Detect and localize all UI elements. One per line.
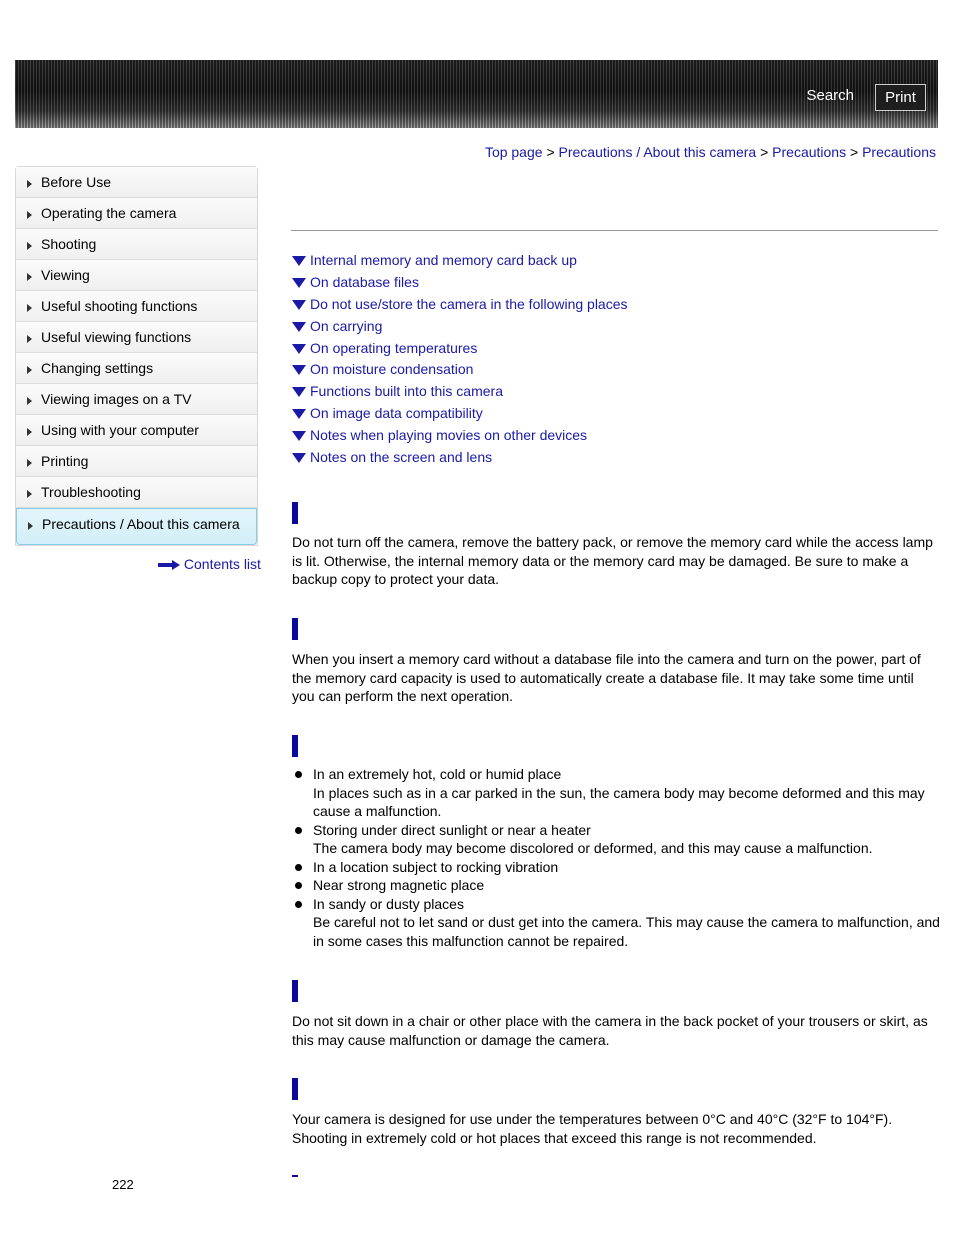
toc-link-condensation[interactable] xyxy=(292,361,628,383)
triangle-down-icon xyxy=(292,409,306,419)
carrying-paragraph: Do not sit down in a chair or other place with the camera in the back pocket of your trousers or skirt, as this may cause malfunction or damage the camera. xyxy=(292,1013,928,1048)
temperature-paragraph: Your camera is designed for use under the temperatures between 0°C and 40°C (32°F to 104°F). Shooting in extremely cold or hot places that exceed this range is not recommended. xyxy=(292,1111,893,1146)
breadcrumb-precautions[interactable]: Precautions xyxy=(772,144,847,160)
list-item-detail: The camera body may become discolored or deformed, and this may cause a malfunction. xyxy=(313,840,873,856)
sidebar-item-viewing-tv[interactable] xyxy=(16,384,257,415)
sidebar-item-useful-viewing[interactable] xyxy=(16,322,257,353)
chevron-right-icon xyxy=(27,366,32,374)
chevron-right-icon xyxy=(27,335,32,343)
triangle-down-icon xyxy=(292,300,306,310)
sidebar-item-label: Viewing xyxy=(41,267,90,283)
triangle-down-icon xyxy=(292,387,306,397)
title-divider xyxy=(291,230,938,231)
sidebar-item-troubleshooting[interactable] xyxy=(16,477,257,508)
chevron-right-icon xyxy=(27,180,32,188)
bullet-icon xyxy=(295,827,302,834)
section-marker xyxy=(292,618,298,640)
breadcrumb-top-page[interactable]: Top page xyxy=(484,144,543,160)
bullet-icon xyxy=(295,771,302,778)
backup-paragraph: Do not turn off the camera, remove the battery pack, or remove the memory card while the access lamp is lit. Otherwise, the internal memory data or the memory card may be damaged. Be sure to make a backup copy to protect your data. xyxy=(292,534,933,587)
sidebar-item-label: Changing settings xyxy=(41,360,154,376)
breadcrumb xyxy=(485,144,936,160)
sidebar-item-viewing[interactable] xyxy=(16,260,257,291)
contents-list-link[interactable] xyxy=(158,556,261,572)
bullet-icon xyxy=(295,864,302,871)
triangle-down-icon xyxy=(292,322,306,332)
chevron-right-icon xyxy=(27,304,32,312)
sidebar-item-precautions[interactable] xyxy=(16,508,257,545)
toc-link-backup[interactable] xyxy=(292,252,628,274)
section-marker xyxy=(292,1078,298,1100)
list-item-title: Storing under direct sunlight or near a heater xyxy=(313,821,591,838)
sidebar-nav xyxy=(15,166,258,546)
search-button[interactable]: Search xyxy=(806,87,854,104)
contents-list-label: Contents list xyxy=(183,556,261,572)
list-item xyxy=(292,821,940,858)
sidebar-item-label: Shooting xyxy=(41,236,97,252)
chevron-right-icon xyxy=(27,459,32,467)
list-item-title: Near strong magnetic place xyxy=(313,877,485,893)
sidebar-item-label: Troubleshooting xyxy=(41,484,141,500)
section-marker xyxy=(292,1175,298,1177)
section-marker xyxy=(292,735,298,757)
page-number: 222 xyxy=(112,1177,134,1192)
breadcrumb-separator: > xyxy=(760,144,769,160)
chevron-right-icon xyxy=(27,490,32,498)
sidebar-item-changing-settings[interactable] xyxy=(16,353,257,384)
sidebar-item-label: Precautions / About this camera xyxy=(42,516,240,532)
list-item xyxy=(292,858,940,877)
sidebar-item-before-use[interactable] xyxy=(16,167,257,198)
sidebar-item-operating[interactable] xyxy=(16,198,257,229)
toc-link-label: Notes on the screen and lens xyxy=(310,449,493,466)
triangle-down-icon xyxy=(292,365,306,375)
chevron-right-icon xyxy=(27,242,32,250)
chevron-right-icon xyxy=(27,211,32,219)
toc-link-label: On carrying xyxy=(310,317,383,334)
triangle-down-icon xyxy=(292,431,306,441)
toc-link-label: On moisture condensation xyxy=(310,361,474,378)
bullet-icon xyxy=(295,882,302,889)
toc-link-temperatures[interactable] xyxy=(292,340,628,362)
sidebar-item-label: Operating the camera xyxy=(41,205,177,221)
list-item-detail: Be careful not to let sand or dust get into the camera. This may cause the camera to malfunction, and in some cases this malfunction cannot be repaired. xyxy=(313,914,940,949)
sidebar-item-label: Before Use xyxy=(41,174,112,190)
arrow-right-icon xyxy=(158,560,180,570)
sidebar-item-label: Using with your computer xyxy=(41,422,199,438)
list-item xyxy=(292,876,940,895)
toc-link-label: On image data compatibility xyxy=(310,405,483,422)
section-marker xyxy=(292,980,298,1002)
chevron-right-icon xyxy=(27,273,32,281)
toc-link-screen-lens[interactable] xyxy=(292,449,628,471)
list-item xyxy=(292,765,940,821)
toc-link-label: On operating temperatures xyxy=(310,339,478,356)
bullet-icon xyxy=(295,901,302,908)
toc-link-database[interactable] xyxy=(292,274,628,296)
section-marker xyxy=(292,502,298,524)
sidebar-item-useful-shooting[interactable] xyxy=(16,291,257,322)
chevron-right-icon xyxy=(27,397,32,405)
breadcrumb-precautions-about[interactable]: Precautions / About this camera xyxy=(558,144,757,160)
breadcrumb-precautions-current[interactable]: Precautions xyxy=(862,144,936,160)
chevron-right-icon xyxy=(27,428,32,436)
toc-link-label: On database files xyxy=(310,273,419,290)
sidebar-item-shooting[interactable] xyxy=(16,229,257,260)
chevron-right-icon xyxy=(28,522,33,530)
triangle-down-icon xyxy=(292,256,306,266)
triangle-down-icon xyxy=(292,278,306,288)
toc-link-label: Do not use/store the camera in the following places xyxy=(310,295,628,312)
database-paragraph: When you insert a memory card without a database file into the camera and turn on the power, part of the memory card capacity is used to automatically create a database file. It may take some time until you can perform the next operation. xyxy=(292,651,921,704)
triangle-down-icon xyxy=(292,344,306,354)
sidebar-item-label: Useful shooting functions xyxy=(41,298,198,314)
table-of-contents xyxy=(292,252,628,471)
sidebar-item-computer[interactable] xyxy=(16,415,257,446)
toc-link-compatibility[interactable] xyxy=(292,405,628,427)
toc-link-functions[interactable] xyxy=(292,383,628,405)
toc-link-movies[interactable] xyxy=(292,427,628,449)
places-list xyxy=(292,765,940,950)
breadcrumb-separator: > xyxy=(849,144,859,160)
list-item xyxy=(292,895,940,951)
list-item-detail: In places such as in a car parked in the sun, the camera body may become deformed and this may cause a malfunction. xyxy=(313,784,925,819)
toc-link-label: Functions built into this camera xyxy=(310,383,503,400)
sidebar-item-printing[interactable] xyxy=(16,446,257,477)
sidebar-item-label: Printing xyxy=(41,453,89,469)
toc-link-carrying[interactable] xyxy=(292,318,628,340)
toc-link-label: Internal memory and memory card back up xyxy=(310,252,577,268)
triangle-down-icon xyxy=(292,453,306,463)
list-item-title: In sandy or dusty places xyxy=(313,895,464,912)
sidebar-item-label: Viewing images on a TV xyxy=(41,391,192,407)
breadcrumb-separator: > xyxy=(546,144,555,160)
list-item-title: In an extremely hot, cold or humid place xyxy=(313,766,562,782)
sidebar-item-label: Useful viewing functions xyxy=(41,329,192,345)
list-item-title: In a location subject to rocking vibration xyxy=(313,858,559,875)
header-bar xyxy=(15,60,938,128)
toc-link-label: Notes when playing movies on other devices xyxy=(310,427,588,444)
print-button[interactable]: Print xyxy=(875,84,926,111)
toc-link-places[interactable] xyxy=(292,296,628,318)
